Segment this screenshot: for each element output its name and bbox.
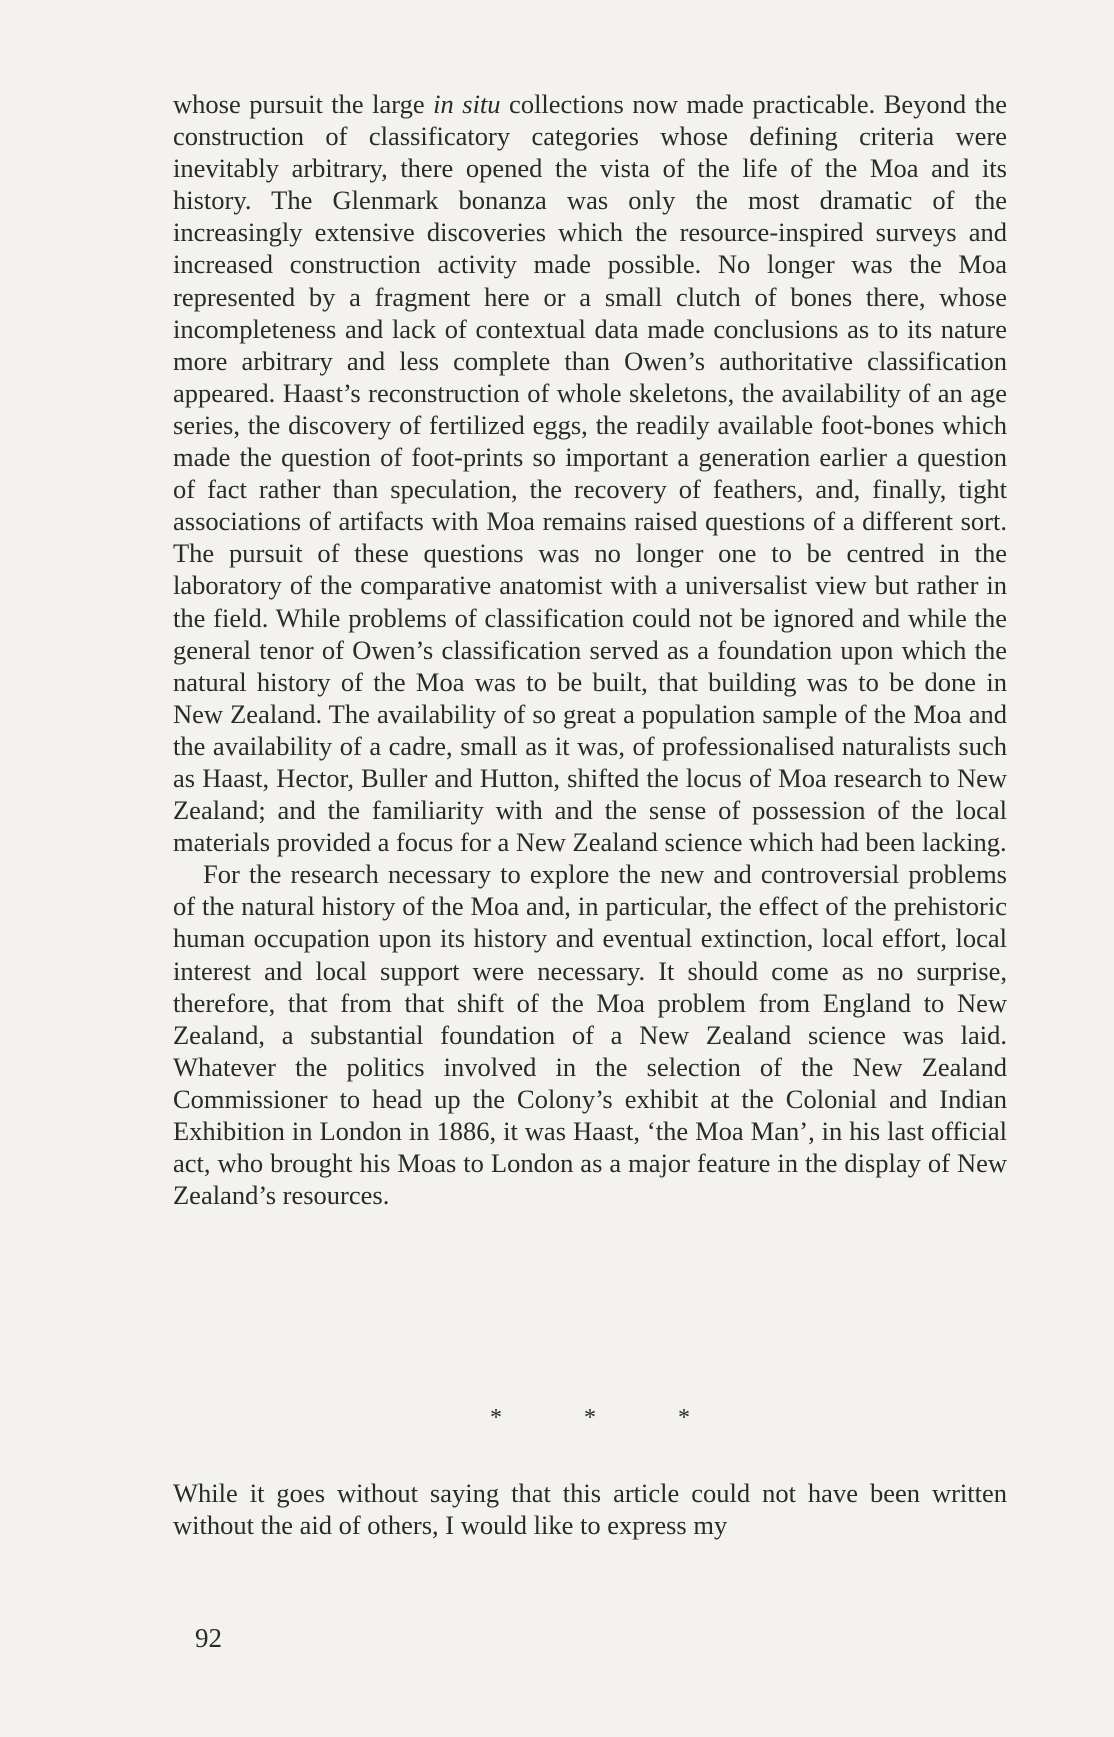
italic-term-in-situ: in situ bbox=[433, 89, 501, 119]
separator-asterisk: * bbox=[490, 1405, 502, 1431]
page-number: 92 bbox=[195, 1623, 222, 1653]
acknowledgement-paragraph: While it goes without saying that this article could not have been written without the aid of others, I would like to express my bbox=[173, 1478, 1007, 1541]
paragraph-1-segment-3: collections now made practicable. Beyond the construction of classificatory categories whose defining criteria were inevitably arbitrary, there opened the vista of the life of the Moa and its history. The Glenmark bonanza was only the most dramatic of the increasingly extensive discoveries which the resource-inspired surveys and increased construction activity made possible. No longer was the Moa represented by a fragment here or a small clutch of bones there, whose incompleteness and lack of contextual data made conclusions as to its nature more arbitrary and less complete than Owen’s authoritative classification appeared. Haast’s reconstruction of whole skeletons, the availability of an age series, the discovery of fertilized eggs, the readily available foot-bones which made the question of foot-prints so important a generation earlier a question of fact rather than speculation, the recovery of feathers, and, finally, tight associations of artifacts with Moa remains raised questions of a different sort. The pursuit of these questions was no longer one to be centred in the laboratory of the comparative anatomist with a universalist view but rather in the field. While problems of classification could not be ignored and while the general tenor of Owen’s classification served as a foundation upon which the natural history of the Moa was to be built, that building was to be done in New Zealand. The availability of so great a population sample of the Moa and the availability of a cadre, small as it was, of professionalised naturalists such as Haast, Hector, Buller and Hutton, shifted the locus of Moa research to New Zealand; and the familiarity with and the sense of possession of the local materials provided a focus for a New Zealand science which had been lacking. bbox=[173, 89, 1008, 858]
section-separator bbox=[490, 1405, 690, 1432]
paragraph-2 bbox=[173, 858, 1007, 1211]
body-text bbox=[173, 88, 1007, 1211]
paragraph-2-segment-1: For the research necessary to explore the new and controversial problems of the natural history of the Moa and, in particular, the effect of the prehistoric human occupation upon its history and eventual extinction, local effort, local interest and local support were necessary. It should come as no surprise, therefore, that from that shift of the Moa problem from England to New Zealand, a substantial foundation of a New Zealand science was laid. Whatever the politics involved in the selection of the New Zealand Commissioner to head up the Colony’s exhibit at the Colonial and Indian Exhibition in London in 1886, it was Haast, ‘the Moa Man’, in his last official act, who brought his Moas to London as a major feature in the display of New Zealand’s resources. bbox=[173, 859, 1007, 1211]
paragraph-1-segment-1: whose pursuit the large bbox=[173, 89, 434, 119]
paragraph-1 bbox=[173, 88, 1007, 858]
separator-asterisk: * bbox=[678, 1405, 690, 1431]
separator-asterisk: * bbox=[584, 1405, 596, 1431]
